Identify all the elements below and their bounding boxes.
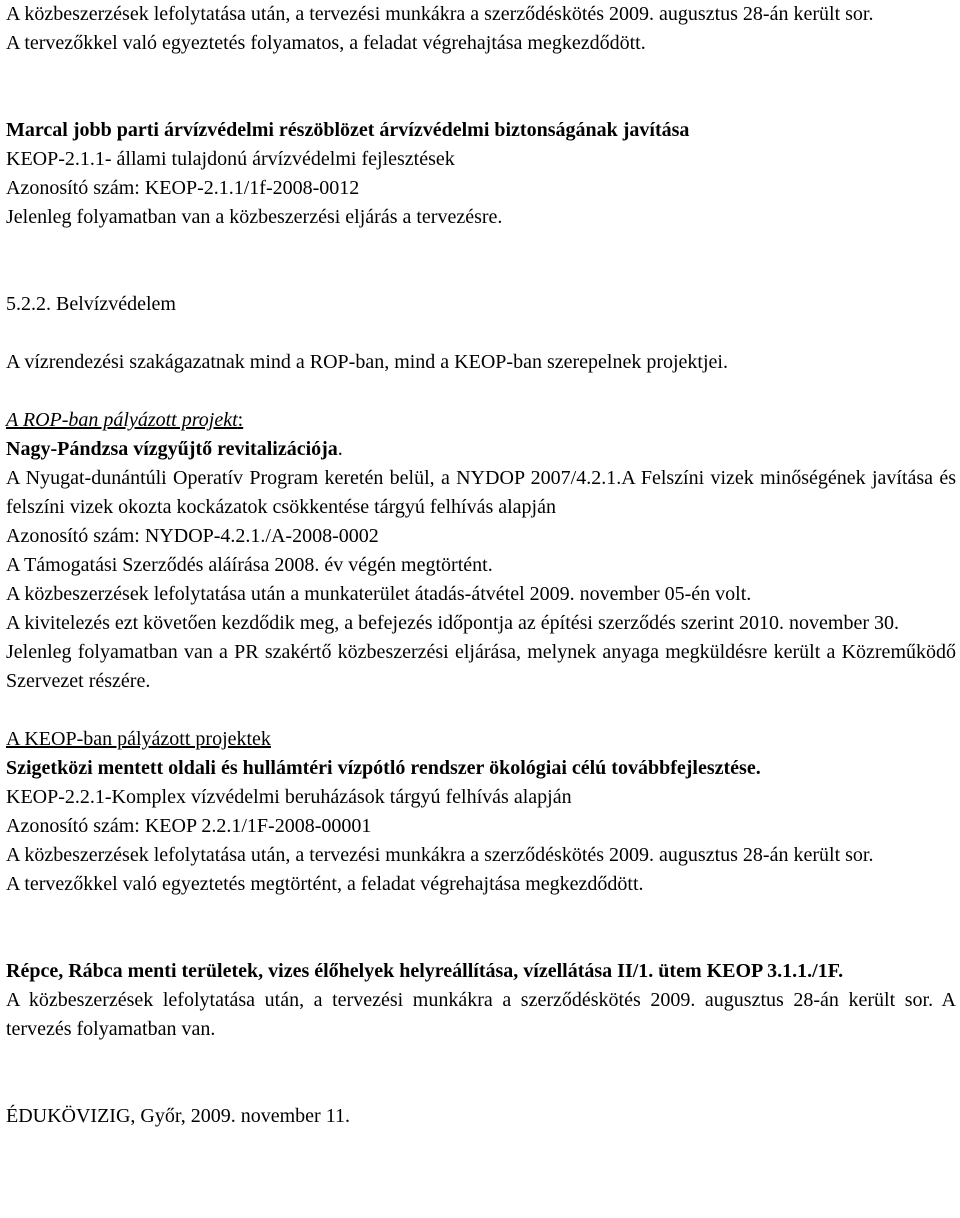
rop-project-title: Nagy-Pándzsa vízgyűjtő revitalizációja	[6, 438, 338, 460]
paragraph-coordination: A tervezőkkel való egyeztetés folyamatos, a feladat végrehajtása megkezdődött.	[6, 32, 646, 54]
rop-heading-colon: :	[237, 409, 244, 431]
rop-id: Azonosító szám: NYDOP-4.2.1./A-2008-0002	[6, 525, 379, 547]
document-page	[6, 0, 956, 1131]
rop-project-title-end: .	[337, 438, 343, 460]
spacer	[6, 696, 956, 725]
marcal-project-title: Marcal jobb parti árvízvédelmi részöblözet árvízvédelmi biztonságának javítása	[6, 119, 690, 141]
rop-program: A Nyugat-dunántúli Operatív Program keretén belül, a NYDOP 2007/4.2.1.A Felszíni vizek minőségének javítása és felszíni vizek okozta kockázatok csökkentése tárgyú felhívás alapján	[6, 467, 956, 518]
marcal-program: KEOP-2.1.1- állami tulajdonú árvízvédelmi fejlesztések	[6, 148, 455, 170]
rop-handover: A közbeszerzések lefolytatása után a munkaterület átadás-átvétel 2009. november 05-én volt.	[6, 583, 752, 605]
rop-execution: A kivitelezés ezt követően kezdődik meg, a befejezés időpontja az építési szerződés szerint 2010. november 30.	[6, 612, 900, 634]
keop-id: Azonosító szám: KEOP 2.2.1/1F-2008-00001	[6, 815, 372, 837]
spacer	[6, 232, 956, 290]
marcal-status: Jelenleg folyamatban van a közbeszerzési eljárás a tervezésre.	[6, 206, 503, 228]
rop-project-title-line	[6, 435, 956, 464]
rop-heading: A ROP-ban pályázott projekt	[6, 409, 238, 431]
spacer	[6, 319, 956, 348]
keop-design: A tervezőkkel való egyeztetés megtörtént, a feladat végrehajtása megkezdődött.	[6, 873, 644, 895]
keop-project-title: Szigetközi mentett oldali és hullámtéri vízpótló rendszer ökológiai célú továbbfejlesztése.	[6, 757, 761, 779]
rop-pr: Jelenleg folyamatban van a PR szakértő közbeszerzési eljárása, melynek anyaga megküldésre került a Közreműködő Szervezet részére.	[6, 641, 956, 692]
signature-line: ÉDUKÖVIZIG, Győr, 2009. november 11.	[6, 1105, 350, 1127]
repce-contract: A közbeszerzések lefolytatása után, a tervezési munkákra a szerződéskötés 2009. augusztus 28-án került sor. A tervezés folyamatban van.	[6, 989, 956, 1040]
marcal-id: Azonosító szám: KEOP-2.1.1/1f-2008-0012	[6, 177, 360, 199]
repce-project-title: Répce, Rábca menti területek, vizes élőhelyek helyreállítása, vízellátása II/1. ütem KEOP 3.1.1./1F.	[6, 960, 844, 982]
rop-contract: A Támogatási Szerződés aláírása 2008. év végén megtörtént.	[6, 554, 493, 576]
keop-heading: A KEOP-ban pályázott projektek	[6, 728, 271, 750]
spacer	[6, 899, 956, 957]
spacer	[6, 1044, 956, 1102]
paragraph-contract-intro: A közbeszerzések lefolytatása után, a tervezési munkákra a szerződéskötés 2009. augusztus 28-án került sor.	[6, 3, 874, 25]
section-intro: A vízrendezési szakágazatnak mind a ROP-ban, mind a KEOP-ban szerepelnek projektjei.	[6, 351, 728, 373]
keop-program: KEOP-2.2.1-Komplex vízvédelmi beruházások tárgyú felhívás alapján	[6, 786, 572, 808]
keop-contract: A közbeszerzések lefolytatása után, a tervezési munkákra a szerződéskötés 2009. augusztus 28-án került sor.	[6, 844, 874, 866]
section-heading: 5.2.2. Belvízvédelem	[6, 293, 176, 315]
rop-heading-line	[6, 406, 956, 435]
spacer	[6, 377, 956, 406]
spacer	[6, 58, 956, 116]
